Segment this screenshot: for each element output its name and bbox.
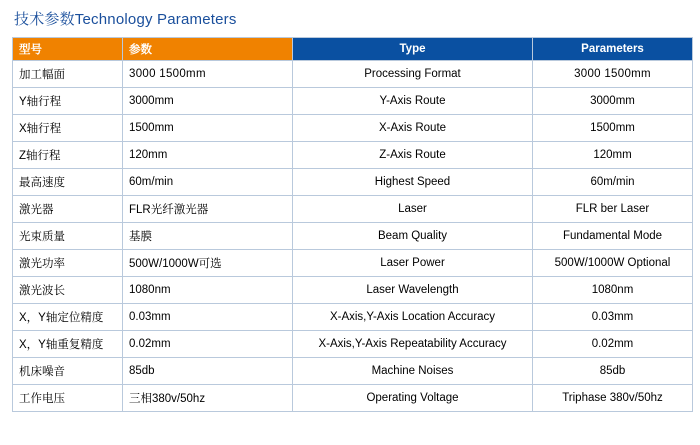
row-label-cn: Z轴行程 [13, 142, 123, 169]
table-row [13, 61, 693, 88]
row-label-cn: 工作电压 [13, 385, 123, 412]
row-label-cn: X，Y轴定位精度 [13, 304, 123, 331]
row-label-cn: 激光功率 [13, 250, 123, 277]
row-value-en: Fundamental Mode [533, 223, 693, 250]
column-header-parameters-en: Parameters [533, 38, 693, 61]
row-value-en: 1080nm [533, 277, 693, 304]
row-value-cn: 120mm [123, 142, 293, 169]
row-value-en: 60m/min [533, 169, 693, 196]
technology-parameters-table [12, 37, 693, 412]
row-label-cn: 激光器 [13, 196, 123, 223]
table-row [13, 142, 693, 169]
row-value-cn: 500W/1000W可选 [123, 250, 293, 277]
row-label-en: Laser Wavelength [293, 277, 533, 304]
row-label-en: Processing Format [293, 61, 533, 88]
page-title: 技术参数Technology Parameters [14, 11, 237, 28]
table-row [13, 358, 693, 385]
table-header [13, 38, 693, 61]
table-row [13, 385, 693, 412]
row-value-cn: 3000 1500mm [123, 61, 293, 88]
row-label-cn: X轴行程 [13, 115, 123, 142]
row-label-en: Operating Voltage [293, 385, 533, 412]
row-label-en: Y-Axis Route [293, 88, 533, 115]
table-row [13, 88, 693, 115]
row-value-cn: 0.03mm [123, 304, 293, 331]
row-value-en: 3000 1500mm [533, 61, 693, 88]
row-value-cn: 1080nm [123, 277, 293, 304]
table-row [13, 115, 693, 142]
row-label-en: Laser Power [293, 250, 533, 277]
row-label-cn: Y轴行程 [13, 88, 123, 115]
row-label-cn: 加工幅面 [13, 61, 123, 88]
table-row [13, 277, 693, 304]
row-value-en: 500W/1000W Optional [533, 250, 693, 277]
row-label-cn: 激光波长 [13, 277, 123, 304]
row-label-cn: 最高速度 [13, 169, 123, 196]
row-label-en: Beam Quality [293, 223, 533, 250]
row-value-cn: 60m/min [123, 169, 293, 196]
column-header-model-cn: 型号 [13, 38, 123, 61]
table-row [13, 169, 693, 196]
row-label-en: Z-Axis Route [293, 142, 533, 169]
row-label-en: Machine Noises [293, 358, 533, 385]
row-label-cn: 光束质量 [13, 223, 123, 250]
row-value-en: FLR ber Laser [533, 196, 693, 223]
row-value-cn: 85db [123, 358, 293, 385]
row-value-en: 1500mm [533, 115, 693, 142]
table-row [13, 304, 693, 331]
row-value-en: 3000mm [533, 88, 693, 115]
table-row [13, 331, 693, 358]
row-value-en: 0.02mm [533, 331, 693, 358]
row-value-cn: 基膜 [123, 223, 293, 250]
row-label-en: X-Axis Route [293, 115, 533, 142]
row-label-en: Laser [293, 196, 533, 223]
table-row [13, 223, 693, 250]
row-label-cn: 机床噪音 [13, 358, 123, 385]
table-body [13, 61, 693, 412]
row-value-cn: 三相380v/50hz [123, 385, 293, 412]
table-row [13, 250, 693, 277]
table-row [13, 196, 693, 223]
row-value-en: 85db [533, 358, 693, 385]
row-value-cn: FLR光纤激光器 [123, 196, 293, 223]
row-value-en: 120mm [533, 142, 693, 169]
row-label-en: Highest Speed [293, 169, 533, 196]
row-value-en: 0.03mm [533, 304, 693, 331]
row-label-en: X-Axis,Y-Axis Location Accuracy [293, 304, 533, 331]
row-label-en: X-Axis,Y-Axis Repeatability Accuracy [293, 331, 533, 358]
row-value-cn: 1500mm [123, 115, 293, 142]
column-header-parameter-cn: 参数 [123, 38, 293, 61]
row-value-cn: 0.02mm [123, 331, 293, 358]
column-header-type-en: Type [293, 38, 533, 61]
row-value-cn: 3000mm [123, 88, 293, 115]
row-label-cn: X，Y轴重复精度 [13, 331, 123, 358]
table-header-row [13, 38, 693, 61]
row-value-en: Triphase 380v/50hz [533, 385, 693, 412]
